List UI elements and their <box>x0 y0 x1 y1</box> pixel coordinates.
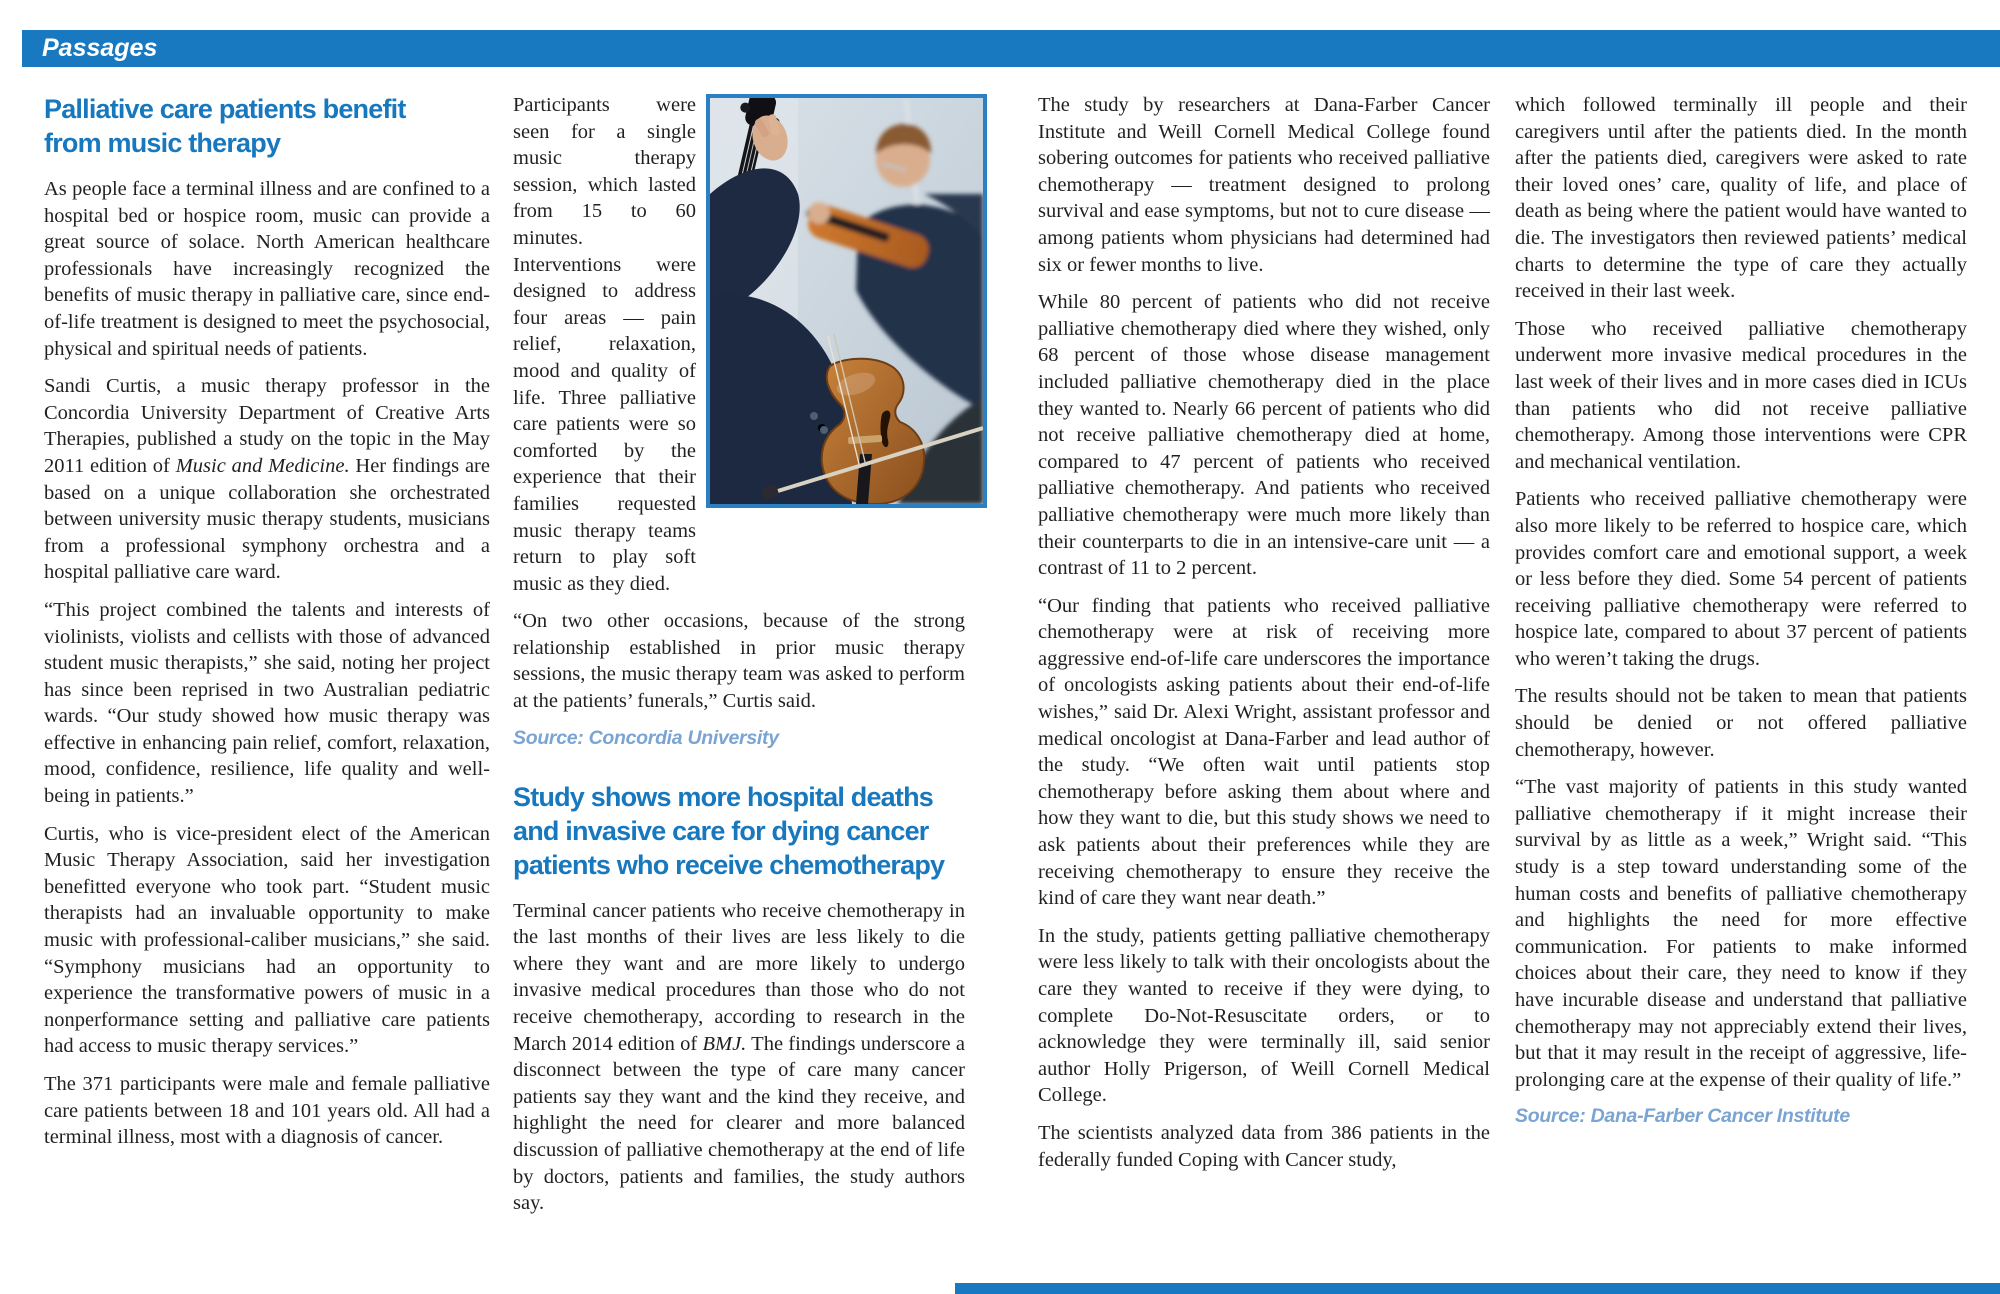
paragraph: “The vast majority of patients in this study wanted palliative chemotherapy if it might increase their survival by as little as a week,” Wright said. “This study is a step toward understanding some of the human costs and benefits of palliative chemotherapy and highlights the need for more effective communication. For patients to make informed choices about their care, they need to know if they have incurable disease and understand that palliative chemotherapy may not appreciably extend their lives, but that it may result in the receipt of aggressive, life-prolonging care at the expense of their quality of life.” <box>1515 776 1967 1091</box>
source-attribution-dana-farber: Source: Dana-Farber Cancer Institute <box>1515 1105 1850 1128</box>
paragraph: Participants were seen for a single music therapy session, which lasted from 15 to 60 minutes. Interventions were designed to address four areas — pain relief, relaxation, mood and quality of life. Three palliative care patients were so comforted by the experience that their families requested music therapy teams return to play soft music as they died. <box>513 94 696 595</box>
paragraph: Those who received palliative chemotherapy underwent more invasive medical procedures in the last week of their lives and in more cases died in ICUs than patients who did not receive palliative chemotherapy. Among those interventions were CPR and mechanical ventilation. <box>1515 317 1967 473</box>
paragraph: As people face a terminal illness and are confined to a hospital bed or hospice room, music can provide a great source of solace. North American healthcare professionals have increasingly recognized the benefits of music therapy in palliative care, since end-of-life treatment is designed to meet the psychosocial, physical and spiritual needs of patients. <box>44 178 490 360</box>
paragraph: The study by researchers at Dana-Farber Cancer Institute and Weill Cornell Medical College found sobering outcomes for patients who received palliative chemotherapy — treatment designed to prolong survival and ease symptoms, but not to cure disease — among patients whom physicians had determined had six or fewer months to live. <box>1038 94 1490 276</box>
column-1 <box>44 92 490 1162</box>
paragraph: While 80 percent of patients who did not receive palliative chemotherapy died where they wished, only 68 percent of those whose disease management included palliative chemotherapy died in the place they wanted to. Nearly 66 percent of patients who did not receive palliative chemotherapy died at home, compared to 47 percent of patients who received palliative chemotherapy. And patients who received palliative chemotherapy were much more likely than their counterparts to die in an intensive-care unit — a contrast of 11 to 2 percent. <box>1038 291 1490 580</box>
paragraph: In the study, patients getting palliative chemotherapy were less likely to talk with their oncologists about the care they wanted to receive if they were dying, to complete Do-Not-Resuscitate orders, or to acknowledge they were terminally ill, said senior author Holly Prigerson, of Weill Cornell Medical College. <box>1038 924 1490 1107</box>
paragraph: The 371 participants were male and female palliative care patients between 18 and 101 years old. All had a terminal illness, most with a diagnosis of cancer. <box>44 1073 490 1149</box>
musicians-photo-graphic <box>710 98 983 504</box>
paragraph: Patients who received palliative chemotherapy were also more likely to be referred to hospice care, which provides comfort care and emotional support, a week or less before they died. Some 54 percent of patients receiving palliative chemotherapy were referred to hospice late, compared to about 37 percent of patients who weren’t taking the drugs. <box>1515 488 1967 670</box>
page-tag-bar <box>22 30 2000 67</box>
paragraph: “Our finding that patients who received palliative chemotherapy were at risk of receiving more aggressive end-of-life care underscores the importance of oncologists asking patients about their end-of-life wishes,” said Dr. Alexi Wright, assistant professor and medical oncologist at Dana-Farber and lead author of the study. “We often wait until patients stop chemotherapy before asking them about where and how they want to die, but this study shows we need to ask patients about their preferences while they are receiving chemotherapy to ensure they receive the kind of care they want near death.” <box>1038 594 1490 910</box>
article-1-title: Palliative care patients benefit from music therapy <box>44 94 406 158</box>
column-3 <box>1038 92 1490 1184</box>
paragraph: “This project combined the talents and interests of violinists, violists and cellists with those of advanced student music therapists,” she said, noting her project has since been reprised in two Australian pediatric wards. “Our study showed how music therapy was effective in enhancing pain relief, comfort, relaxation, mood, confidence, resilience, life quality and well-being in patients.” <box>44 598 490 808</box>
source-attribution-concordia: Source: Concordia University <box>513 726 779 749</box>
musicians-photo <box>706 94 987 508</box>
paragraph: The scientists analyzed data from 386 patients in the federally funded Coping with Cancer study, <box>1038 1121 1490 1171</box>
paragraph: Sandi Curtis, a music therapy professor in the Concordia University Department of Creative Arts Therapies, published a study on the topic in the May 2011 edition of Music and Medicine. Her findings are based on a unique collaboration she orchestrated between university music therapy students, musicians from a professional symphony orchestra and a hospital palliative care ward. <box>44 375 490 584</box>
article-2-title: Study shows more hospital deaths and invasive care for dying cancer patients who receive chemotherapy <box>513 781 945 880</box>
column-4 <box>1515 92 1967 1140</box>
footer-accent-bar <box>955 1283 2000 1294</box>
paragraph: Curtis, who is vice-president elect of the American Music Therapy Association, said her investigation benefitted everyone who took part. “Student music therapists had an invaluable opportunity to make music with professional-caliber musicians,” she said. “Symphony musicians had an opportunity to experience the transformative powers of music in a nonperformance setting and palliative care patients had access to music therapy services.” <box>44 822 490 1058</box>
paragraph: which followed terminally ill people and their caregivers until after the patients died. In the month after the patients died, caregivers were asked to rate their loved ones’ care, quality of life, and place of death as being where the patient would have wanted to die. The investigators then reviewed patients’ medical charts to determine the type of care they actually received in their last week. <box>1515 94 1967 303</box>
paragraph: Terminal cancer patients who receive chemotherapy in the last months of their lives are less likely to die where they want and are more likely to undergo invasive medical procedures than those who do not receive chemotherapy, according to research in the March 2014 edition of BMJ. The findings underscore a disconnect between the type of care many cancer patients say they want and the kind they receive, and highlight the need for clearer and more balanced discussion of palliative chemotherapy at the end of life by doctors, patients and families, the study authors say. <box>513 899 965 1215</box>
column-2 <box>513 92 965 1228</box>
paragraph: The results should not be taken to mean that patients should be denied or not offered palliative chemotherapy, however. <box>1515 685 1967 761</box>
page-tag-label: Passages <box>42 34 158 62</box>
paragraph: “On two other occasions, because of the strong relationship established in prior music therapy sessions, the music therapy team was asked to perform at the patients’ funerals,” Curtis said. <box>513 610 965 713</box>
